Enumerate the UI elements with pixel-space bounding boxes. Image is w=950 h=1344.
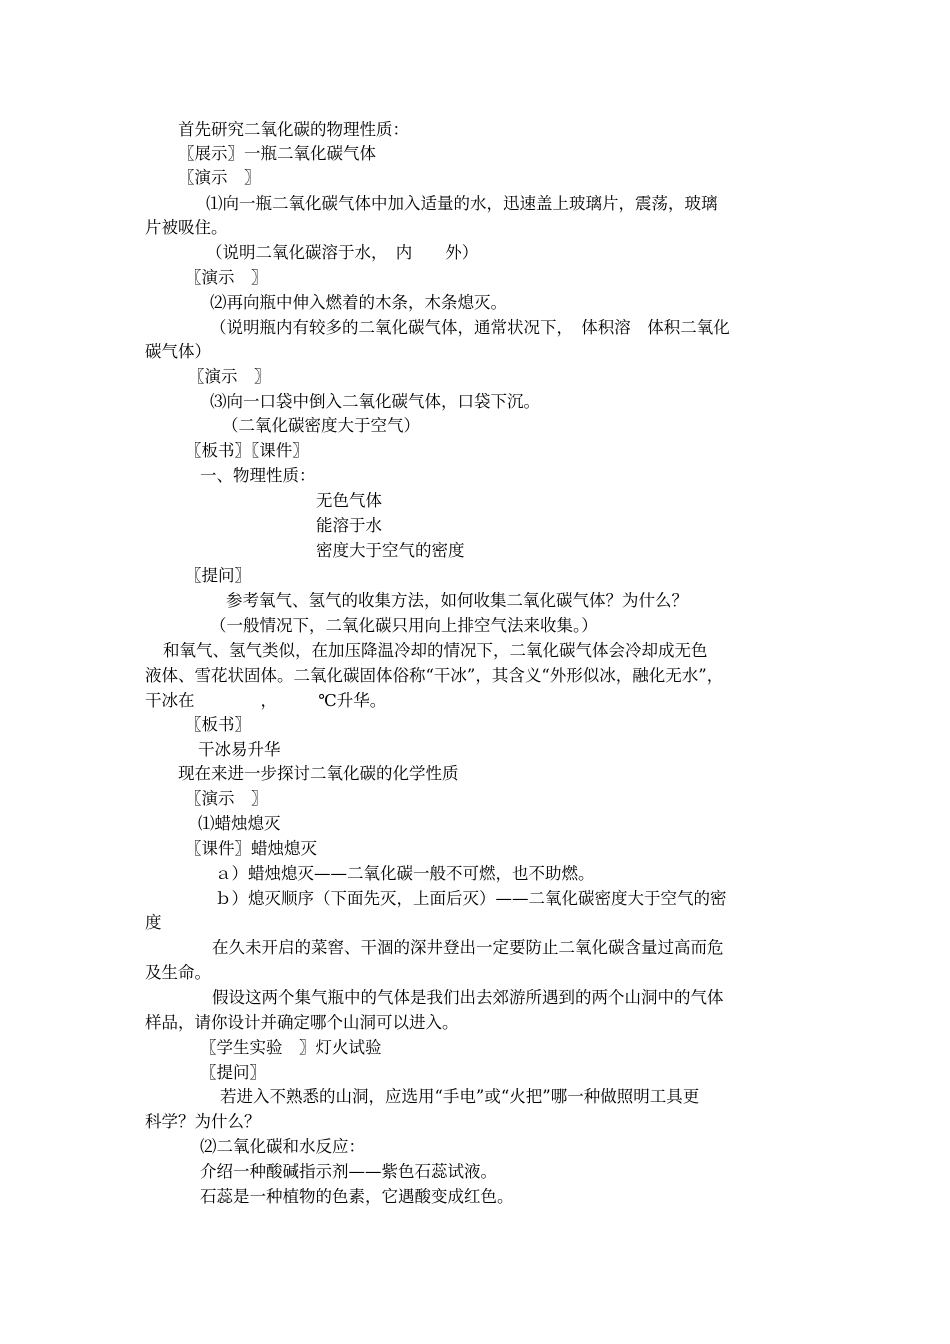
text-line: 〖板书〗 <box>185 715 251 734</box>
text-line: 〖板书〗〖课件〗 <box>185 441 309 460</box>
text-line: 〖提问〗 <box>185 566 251 585</box>
text-line: 密度大于空气的密度 <box>316 541 465 560</box>
text-line: 片被吸住。 <box>145 218 228 237</box>
text-line: 〖演示 〗 <box>185 268 268 287</box>
text-line: 〖演示 〗 <box>188 367 271 386</box>
text-line: 假设这两个集气瓶中的气体是我们出去郊游所遇到的两个山洞中的气体 <box>212 988 724 1007</box>
text-line: 现在来进一步探讨二氧化碳的化学性质 <box>178 764 459 783</box>
text-line: ⑵再向瓶中伸入燃着的木条，木条熄灭。 <box>210 293 507 312</box>
text-line: 首先研究二氧化碳的物理性质： <box>178 120 409 139</box>
text-line: 若进入不熟悉的山洞，应选用“手电”或“火把”哪一种做照明工具更 <box>220 1087 700 1106</box>
text-line: ⑴蜡烛熄灭 <box>198 814 281 833</box>
text-line: ｂ）熄灭顺序（下面先灭，上面后灭）——二氧化碳密度大于空气的密 <box>215 889 727 908</box>
text-line: 石蕊是一种植物的色素，它遇酸变成红色。 <box>200 1187 514 1206</box>
text-line: （一般情况下，二氧化碳只用向上排空气法来收集。） <box>210 616 598 635</box>
text-line: 干冰在 ， ℃升华。 <box>145 691 387 710</box>
text-line: （说明二氧化碳溶于水， 内 外） <box>206 243 479 262</box>
text-line: 介绍一种酸碱指示剂——紫色石蕊试液。 <box>200 1162 497 1181</box>
text-line: 参考氧气、氢气的收集方法，如何收集二氧化碳气体？为什么？ <box>226 591 688 610</box>
text-line: 〖展示〗一瓶二氧化碳气体 <box>178 144 376 163</box>
text-line: ⑶向一口袋中倒入二氧化碳气体，口袋下沉。 <box>210 392 540 411</box>
text-line: 无色气体 <box>316 491 382 510</box>
text-line: 干冰易升华 <box>198 740 281 759</box>
text-line: ⑴向一瓶二氧化碳气体中加入适量的水，迅速盖上玻璃片，震荡，玻璃 <box>206 194 718 213</box>
text-line: 液体、雪花状固体。二氧化碳固体俗称“干冰”，其含义“外形似冰，融化无水”， <box>145 666 724 685</box>
text-line: 及生命。 <box>145 963 211 982</box>
text-line: 度 <box>145 913 162 932</box>
text-line: 〖学生实验 〗灯火试验 <box>200 1038 382 1057</box>
text-line: 在久未开启的菜窖、干涸的深井登出一定要防止二氧化碳含量过高而危 <box>212 938 724 957</box>
text-line: 科学？为什么？ <box>145 1112 261 1131</box>
text-line: ａ）蜡烛熄灭——二氧化碳一般不可燃，也不助燃。 <box>215 864 595 883</box>
text-line: 〖演示 〗 <box>185 789 268 808</box>
text-line: 一、物理性质： <box>200 466 316 485</box>
text-line: 〖演示 〗 <box>178 168 261 187</box>
text-line: 〖课件〗蜡烛熄灭 <box>185 839 317 858</box>
text-line: 〖提问〗 <box>200 1063 266 1082</box>
text-line: 样品，请你设计并确定哪个山洞可以进入。 <box>145 1013 459 1032</box>
text-line: （说明瓶内有较多的二氧化碳气体，通常状况下， 体积溶 体积二氧化 <box>210 318 730 337</box>
text-line: 能溶于水 <box>316 516 382 535</box>
text-line: 碳气体） <box>145 342 211 361</box>
text-line: ⑵二氧化碳和水反应： <box>200 1137 365 1156</box>
text-line: （二氧化碳密度大于空气） <box>222 416 420 435</box>
text-line: 和氧气、氢气类似，在加压降温冷却的情况下，二氧化碳气体会冷却成无色 <box>163 641 708 660</box>
